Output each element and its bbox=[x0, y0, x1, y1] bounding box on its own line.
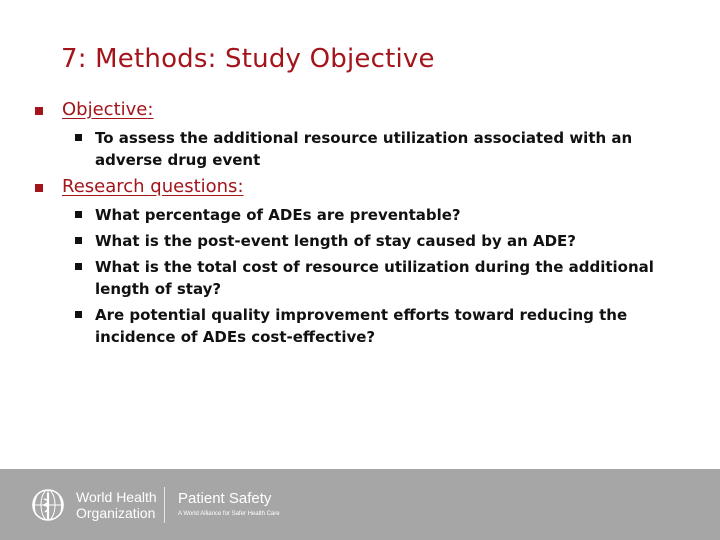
list-item bbox=[75, 204, 665, 226]
bullet-square-icon bbox=[75, 134, 82, 141]
heading-text: Objective bbox=[62, 99, 148, 120]
footer-divider bbox=[164, 487, 165, 523]
list-item bbox=[75, 230, 665, 252]
list-item-text: What is the total cost of resource utilization during the additional length of stay? bbox=[95, 258, 654, 298]
slide-title: 7: Methods: Study Objective bbox=[61, 44, 435, 74]
bullet-square-icon bbox=[75, 211, 82, 218]
bullet-square-icon bbox=[75, 237, 82, 244]
bullet-square-icon bbox=[35, 184, 43, 192]
heading-text: Research questions bbox=[62, 176, 238, 197]
list-item-text: What is the post-event length of stay caused by an ADE? bbox=[95, 232, 576, 250]
program-title: Patient Safety bbox=[178, 490, 272, 507]
bullet-square-icon bbox=[75, 311, 82, 318]
footer-bar bbox=[0, 469, 720, 540]
heading-colon: : bbox=[237, 176, 244, 197]
bullet-square-icon bbox=[35, 107, 43, 115]
who-emblem-icon bbox=[28, 485, 68, 525]
list-item-text: What percentage of ADEs are preventable? bbox=[95, 206, 461, 224]
list-item-text: Are potential quality improvement efforts toward reducing the incidence of ADEs cost-effective? bbox=[95, 306, 628, 346]
list-item-text: To assess the additional resource utilization associated with an adverse drug event bbox=[95, 129, 633, 169]
heading-colon: : bbox=[147, 99, 154, 120]
program-tagline: A World Alliance for Safer Health Care bbox=[178, 511, 280, 517]
bullet-square-icon bbox=[75, 263, 82, 270]
list-item bbox=[75, 304, 665, 348]
list-item bbox=[75, 256, 665, 300]
list-item bbox=[75, 127, 665, 171]
org-name: World Health Organization bbox=[76, 489, 157, 521]
